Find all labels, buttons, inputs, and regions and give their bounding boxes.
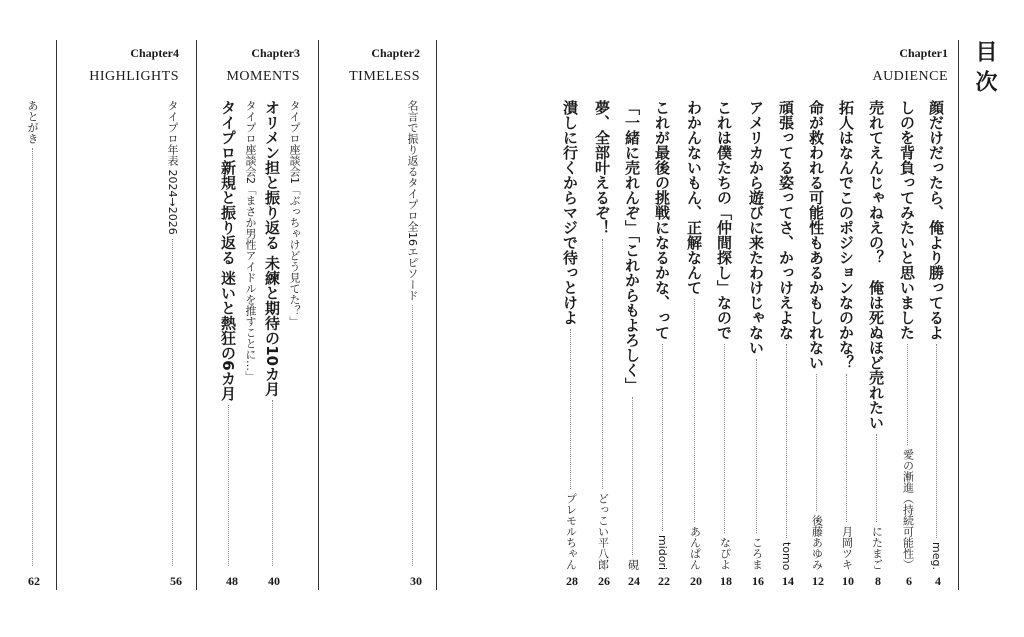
leader-dots xyxy=(662,344,663,531)
page-number: 8 xyxy=(875,574,881,588)
toc-entry[interactable] xyxy=(622,100,643,570)
entry-title: これは僕たちの「仲間探し」なので xyxy=(715,100,733,340)
toc-entry[interactable] xyxy=(776,100,797,570)
chapter-heading xyxy=(66,46,179,85)
entry-author: にたまご xyxy=(870,526,884,570)
chapter-name: AUDIENCE xyxy=(872,69,948,84)
entry-author: あんぱん xyxy=(688,526,702,570)
leader-dots xyxy=(907,344,908,445)
divider xyxy=(196,40,197,590)
leader-dots xyxy=(724,344,725,533)
chapter-number: Chapter4 xyxy=(130,46,179,60)
entry-author: 後藤あゆみ xyxy=(810,515,824,570)
page-number: 22 xyxy=(658,574,670,588)
entry-author: プレモルちゃん xyxy=(564,493,578,570)
leader-dots xyxy=(936,344,937,538)
leader-dots xyxy=(632,397,633,556)
entry-title: 拓人はなんでこのポジションなのかな？ xyxy=(837,100,855,370)
page-number: 20 xyxy=(690,574,702,588)
leader-dots xyxy=(412,305,413,566)
page-number: 48 xyxy=(226,574,238,588)
page-number: 14 xyxy=(782,574,794,588)
page-number: 26 xyxy=(598,574,610,588)
leader-dots xyxy=(602,239,603,489)
entry-title: 顔だけだったら、俺より勝ってるよ xyxy=(927,100,945,340)
page-number: 28 xyxy=(566,574,578,588)
chapter-number: Chapter2 xyxy=(371,46,420,60)
page-number: 62 xyxy=(28,574,40,588)
toc-entry[interactable] xyxy=(746,100,767,570)
toc-entry[interactable] xyxy=(164,100,180,570)
chapter-name: TIMELESS xyxy=(349,69,420,84)
entry-title: 「一緒に売れんぞ」「これからもよろしく」 xyxy=(623,100,641,393)
page-number: 56 xyxy=(170,574,182,588)
leader-dots xyxy=(32,148,33,566)
toc-entry[interactable] xyxy=(684,100,705,570)
divider xyxy=(436,40,437,590)
entry-title: 潰しに行くからマジで待っとけよ xyxy=(561,100,579,325)
divider xyxy=(318,40,319,590)
toc-entry[interactable] xyxy=(24,100,40,570)
entry-author: 月岡ツキ xyxy=(840,526,854,570)
toc-entry[interactable] xyxy=(560,100,581,570)
chapter-name: MOMENTS xyxy=(226,69,300,84)
entry-title: 夢、全部叶えるぞ！ xyxy=(593,100,611,235)
entry-title: あとがき xyxy=(26,100,39,144)
entry-author: 硯 xyxy=(626,559,640,570)
toc-entry[interactable] xyxy=(592,100,613,570)
divider xyxy=(56,40,57,590)
leader-dots xyxy=(876,434,877,522)
toc-entry[interactable] xyxy=(836,100,857,570)
leader-dots xyxy=(172,239,173,566)
chapter-number: Chapter1 xyxy=(899,46,948,60)
toc-entry[interactable] xyxy=(714,100,735,570)
toc-entry[interactable] xyxy=(218,100,239,570)
entry-author: どっこい平八郎 xyxy=(596,493,610,570)
leader-dots xyxy=(228,405,229,566)
page-number: 4 xyxy=(935,574,941,588)
entry-title: タイプロ座談会1「ぶっちゃけどう見てた？」 xyxy=(288,100,301,327)
divider xyxy=(958,40,959,590)
toc-entry[interactable] xyxy=(652,100,673,570)
chapter-heading xyxy=(208,46,300,85)
entry-author: meg. xyxy=(930,542,943,570)
page-number: 30 xyxy=(410,574,422,588)
entry-author: なぴよ xyxy=(718,537,732,570)
leader-dots xyxy=(272,400,273,566)
entry-title: タイプロ座談会2「まさか男性アイドルを推すことに…」 xyxy=(244,100,257,382)
chapter-number: Chapter3 xyxy=(251,46,300,60)
leader-dots xyxy=(786,344,787,538)
toc-entry[interactable] xyxy=(806,100,827,570)
page-number: 40 xyxy=(268,574,280,588)
entry-author: 愛の漸進（持続可能性） xyxy=(901,449,915,570)
entry-author: ころま xyxy=(750,537,764,570)
page-number: 18 xyxy=(720,574,732,588)
entry-title: 名言で振り返るタイプロ全16エピソード xyxy=(406,100,419,301)
entry-title: 売れてえんじゃねえの？ 俺は死ぬほど売れたい xyxy=(867,100,885,430)
toc-entry[interactable] xyxy=(926,100,947,570)
entry-author: tomo xyxy=(780,541,793,570)
page-number: 16 xyxy=(752,574,764,588)
toc-entry[interactable] xyxy=(866,100,887,570)
toc-entry[interactable] xyxy=(286,100,302,570)
toc-title: 目次 xyxy=(972,40,998,100)
entry-author: midori xyxy=(656,534,669,570)
chapter-name: HIGHLIGHTS xyxy=(89,69,179,84)
entry-title: 命が救われる可能性もあるかもしれない xyxy=(807,100,825,370)
leader-dots xyxy=(570,329,571,489)
chapter-heading xyxy=(330,46,420,85)
toc-entry[interactable] xyxy=(404,100,420,570)
page-number: 12 xyxy=(812,574,824,588)
entry-title: オリメン担と振り返る 未練と期待の10カ月 xyxy=(263,100,281,397)
entry-title: タイプロ新規と振り返る 迷いと熱狂の6カ月 xyxy=(219,100,237,401)
page-number: 6 xyxy=(906,574,912,588)
page-number: 24 xyxy=(628,574,640,588)
toc-entry[interactable] xyxy=(262,100,283,570)
entry-title: 頑張ってる姿ってさ、かっけえよな xyxy=(777,100,795,340)
entry-title: アメリカから遊びに来たわけじゃない xyxy=(747,100,765,355)
toc-entry[interactable] xyxy=(242,100,258,570)
entry-title: タイプロ年表 2024→2026 xyxy=(166,100,179,235)
entry-title: これが最後の挑戦になるかな、って xyxy=(653,100,671,340)
leader-dots xyxy=(694,299,695,522)
toc-entry[interactable] xyxy=(897,100,918,570)
chapter-heading xyxy=(840,46,948,85)
entry-title: しのを背負ってみたいと思いました xyxy=(898,100,916,340)
leader-dots xyxy=(816,374,817,511)
entry-title: わかんないもん、正解なんて xyxy=(685,100,703,295)
leader-dots xyxy=(756,359,757,533)
leader-dots xyxy=(846,374,847,522)
page-number: 10 xyxy=(842,574,854,588)
